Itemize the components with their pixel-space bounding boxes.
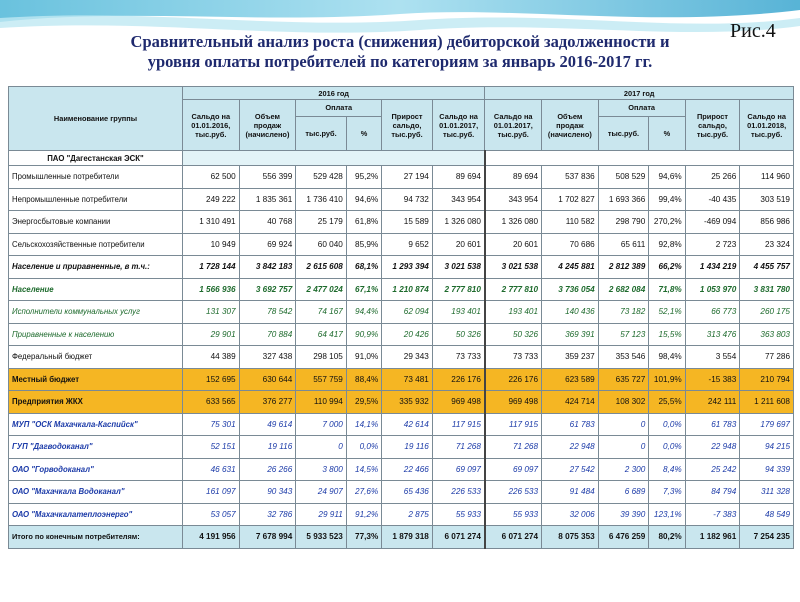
row-value: 556 399 xyxy=(239,166,296,189)
row-value: 110 994 xyxy=(296,391,347,414)
row-value: 1 566 936 xyxy=(182,278,239,301)
row-value: 49 614 xyxy=(239,413,296,436)
row-value: 359 237 xyxy=(542,346,599,369)
row-value: 298 790 xyxy=(598,211,649,234)
row-value: 64 417 xyxy=(296,323,347,346)
row-value: 8 075 353 xyxy=(542,526,599,549)
row-value: 0 xyxy=(598,413,649,436)
row-name: ОАО "Махачкалатеплоэнерго" xyxy=(9,503,183,526)
row-value: 0,0% xyxy=(649,436,685,459)
row-value: 27 194 xyxy=(382,166,433,189)
row-value: 94,4% xyxy=(346,301,381,324)
row-value: 14,1% xyxy=(346,413,381,436)
row-value: 65 436 xyxy=(382,481,433,504)
row-value: 73 733 xyxy=(485,346,542,369)
row-value: 1 053 970 xyxy=(685,278,740,301)
row-value: 635 727 xyxy=(598,368,649,391)
row-value: 1 182 961 xyxy=(685,526,740,549)
header-year-2017: 2017 год xyxy=(485,87,794,100)
row-value: 0,0% xyxy=(649,413,685,436)
row-value: 376 277 xyxy=(239,391,296,414)
row-value: 4 245 881 xyxy=(542,256,599,279)
row-value: 85,9% xyxy=(346,233,381,256)
table-row xyxy=(9,503,794,526)
row-value: 1 326 080 xyxy=(432,211,485,234)
row-value: 226 533 xyxy=(485,481,542,504)
row-value: 88,4% xyxy=(346,368,381,391)
row-value: 70 686 xyxy=(542,233,599,256)
table-row xyxy=(9,188,794,211)
header-sales-2017: Объем продаж (начислено) xyxy=(542,100,599,151)
row-value: 26 266 xyxy=(239,458,296,481)
row-value: 29 901 xyxy=(182,323,239,346)
row-value: 108 302 xyxy=(598,391,649,414)
table-row xyxy=(9,368,794,391)
row-value: 98,4% xyxy=(649,346,685,369)
row-value: 7,3% xyxy=(649,481,685,504)
row-value: 3 800 xyxy=(296,458,347,481)
table-row xyxy=(9,166,794,189)
table-row xyxy=(9,278,794,301)
row-value: 1 693 366 xyxy=(598,188,649,211)
row-value: 20 601 xyxy=(432,233,485,256)
row-value: 27,6% xyxy=(346,481,381,504)
table-row xyxy=(9,391,794,414)
row-value: 94 732 xyxy=(382,188,433,211)
row-value: 91 484 xyxy=(542,481,599,504)
row-value: 630 644 xyxy=(239,368,296,391)
org-row-fill-2017 xyxy=(485,151,794,166)
row-value: 8,4% xyxy=(649,458,685,481)
row-value: 2 477 024 xyxy=(296,278,347,301)
row-value: 91,0% xyxy=(346,346,381,369)
row-value: 1 210 874 xyxy=(382,278,433,301)
row-value: 969 498 xyxy=(432,391,485,414)
row-value: 335 932 xyxy=(382,391,433,414)
row-value: 48 549 xyxy=(740,503,794,526)
row-value: 3 831 780 xyxy=(740,278,794,301)
row-value: 7 000 xyxy=(296,413,347,436)
row-value: 90,9% xyxy=(346,323,381,346)
row-value: 25 242 xyxy=(685,458,740,481)
row-value: 71 268 xyxy=(485,436,542,459)
row-value: 179 697 xyxy=(740,413,794,436)
row-name: ОАО "Махачкала Водоканал" xyxy=(9,481,183,504)
slide-title xyxy=(60,32,740,72)
row-value: 327 438 xyxy=(239,346,296,369)
row-value: 50 326 xyxy=(485,323,542,346)
header-growth-2016: Прирост сальдо, тыс.руб. xyxy=(382,100,433,151)
row-name: Непромышленные потребители xyxy=(9,188,183,211)
row-value: 73 182 xyxy=(598,301,649,324)
row-value: 89 694 xyxy=(485,166,542,189)
row-value: 2 812 389 xyxy=(598,256,649,279)
header-sales-2016: Объем продаж (начислено) xyxy=(239,100,296,151)
row-value: 73 481 xyxy=(382,368,433,391)
header-pay-pct-2017: % xyxy=(649,116,685,150)
row-value: 66 773 xyxy=(685,301,740,324)
row-value: 53 057 xyxy=(182,503,239,526)
row-value: 4 455 757 xyxy=(740,256,794,279)
row-value: 2 777 810 xyxy=(432,278,485,301)
row-value: 101,9% xyxy=(649,368,685,391)
row-value: 210 794 xyxy=(740,368,794,391)
row-value: 6 476 259 xyxy=(598,526,649,549)
header-saldo-2017: Сальдо на 01.01.2017, тыс.руб. xyxy=(485,100,542,151)
receivables-table xyxy=(8,86,794,549)
row-value: 633 565 xyxy=(182,391,239,414)
header-pay-pct-2016: % xyxy=(346,116,381,150)
row-value: 61,8% xyxy=(346,211,381,234)
row-value: 353 546 xyxy=(598,346,649,369)
row-value: 1 293 394 xyxy=(382,256,433,279)
row-name: МУП "ОСК Махачкала-Каспийск" xyxy=(9,413,183,436)
row-value: 343 954 xyxy=(432,188,485,211)
row-value: 25,5% xyxy=(649,391,685,414)
row-value: 19 116 xyxy=(382,436,433,459)
row-name: Местный бюджет xyxy=(9,368,183,391)
row-value: 3 736 054 xyxy=(542,278,599,301)
row-value: 4 191 956 xyxy=(182,526,239,549)
row-value: 3 692 757 xyxy=(239,278,296,301)
row-name: Предприятия ЖКХ xyxy=(9,391,183,414)
header-pay-thous-2017: тыс.руб. xyxy=(598,116,649,150)
row-name: Федеральный бюджет xyxy=(9,346,183,369)
row-name: Население xyxy=(9,278,183,301)
row-value: 6 071 274 xyxy=(432,526,485,549)
table-row xyxy=(9,256,794,279)
row-value: -40 435 xyxy=(685,188,740,211)
row-value: 0 xyxy=(598,436,649,459)
row-value: 0 xyxy=(296,436,347,459)
row-value: 5 933 523 xyxy=(296,526,347,549)
row-value: 75 301 xyxy=(182,413,239,436)
row-name: ГУП "Дагводоканал" xyxy=(9,436,183,459)
row-value: 71,8% xyxy=(649,278,685,301)
org-row-fill-2016 xyxy=(182,151,484,166)
row-value: 9 652 xyxy=(382,233,433,256)
row-value: 22 948 xyxy=(685,436,740,459)
row-value: 1 835 361 xyxy=(239,188,296,211)
row-value: 23 324 xyxy=(740,233,794,256)
row-value: 89 694 xyxy=(432,166,485,189)
header-payment-2017: Оплата xyxy=(598,100,685,117)
row-value: 537 836 xyxy=(542,166,599,189)
row-value: 6 689 xyxy=(598,481,649,504)
row-value: 1 728 144 xyxy=(182,256,239,279)
row-value: 22 466 xyxy=(382,458,433,481)
total-row xyxy=(9,526,794,549)
row-value: 52 151 xyxy=(182,436,239,459)
row-value: 313 476 xyxy=(685,323,740,346)
row-value: 55 933 xyxy=(485,503,542,526)
header-group-name: Наименование группы xyxy=(9,87,183,151)
row-value: 55 933 xyxy=(432,503,485,526)
row-value: -7 383 xyxy=(685,503,740,526)
row-value: 623 589 xyxy=(542,368,599,391)
row-value: 2 615 608 xyxy=(296,256,347,279)
row-value: 1 879 318 xyxy=(382,526,433,549)
header-growth-2017: Прирост сальдо, тыс.руб. xyxy=(685,100,740,151)
row-value: 91,2% xyxy=(346,503,381,526)
row-value: 52,1% xyxy=(649,301,685,324)
row-value: 2 723 xyxy=(685,233,740,256)
row-value: 66,2% xyxy=(649,256,685,279)
row-value: 7 254 235 xyxy=(740,526,794,549)
row-value: 1 736 410 xyxy=(296,188,347,211)
row-value: 117 915 xyxy=(485,413,542,436)
row-value: 29,5% xyxy=(346,391,381,414)
row-value: 226 176 xyxy=(432,368,485,391)
title-line-2: уровня оплаты потребителей по категориям за январь 2016-2017 гг. xyxy=(147,52,653,71)
row-value: 270,2% xyxy=(649,211,685,234)
row-value: 2 777 810 xyxy=(485,278,542,301)
row-value: 99,4% xyxy=(649,188,685,211)
row-value: 3 842 183 xyxy=(239,256,296,279)
row-value: 69 097 xyxy=(432,458,485,481)
row-value: 62 500 xyxy=(182,166,239,189)
row-value: 14,5% xyxy=(346,458,381,481)
row-name: Итого по конечным потребителям: xyxy=(9,526,183,549)
table-row xyxy=(9,458,794,481)
row-name: Исполнители коммунальных услуг xyxy=(9,301,183,324)
header-year-2016: 2016 год xyxy=(182,87,484,100)
row-value: 123,1% xyxy=(649,503,685,526)
row-value: 90 343 xyxy=(239,481,296,504)
row-value: 65 611 xyxy=(598,233,649,256)
row-value: 260 175 xyxy=(740,301,794,324)
row-value: 32 006 xyxy=(542,503,599,526)
row-value: 57 123 xyxy=(598,323,649,346)
row-name: Сельскохозяйственные потребители xyxy=(9,233,183,256)
row-value: 7 678 994 xyxy=(239,526,296,549)
row-value: 508 529 xyxy=(598,166,649,189)
row-value: 969 498 xyxy=(485,391,542,414)
row-value: 1 310 491 xyxy=(182,211,239,234)
row-value: 29 343 xyxy=(382,346,433,369)
table-row xyxy=(9,436,794,459)
row-value: 369 391 xyxy=(542,323,599,346)
row-value: 40 768 xyxy=(239,211,296,234)
row-value: 61 783 xyxy=(542,413,599,436)
row-value: 226 176 xyxy=(485,368,542,391)
header-payment-2016: Оплата xyxy=(296,100,382,117)
row-value: 529 428 xyxy=(296,166,347,189)
row-value: 131 307 xyxy=(182,301,239,324)
row-name: Население и приравненные, в т.ч.: xyxy=(9,256,183,279)
header-saldo-end-2017: Сальдо на 01.01.2018, тыс.руб. xyxy=(740,100,794,151)
table-row xyxy=(9,301,794,324)
table-row xyxy=(9,481,794,504)
row-value: 557 759 xyxy=(296,368,347,391)
row-value: 71 268 xyxy=(432,436,485,459)
header-saldo-2016: Сальдо на 01.01.2016, тыс.руб. xyxy=(182,100,239,151)
row-value: 77,3% xyxy=(346,526,381,549)
row-value: 193 401 xyxy=(432,301,485,324)
row-value: 70 884 xyxy=(239,323,296,346)
row-value: 114 960 xyxy=(740,166,794,189)
row-value: 20 601 xyxy=(485,233,542,256)
row-value: -469 094 xyxy=(685,211,740,234)
row-value: 69 097 xyxy=(485,458,542,481)
row-value: 94,6% xyxy=(346,188,381,211)
row-value: 2 300 xyxy=(598,458,649,481)
row-value: 856 986 xyxy=(740,211,794,234)
row-value: 140 436 xyxy=(542,301,599,324)
row-value: 193 401 xyxy=(485,301,542,324)
row-value: 1 702 827 xyxy=(542,188,599,211)
row-value: 42 614 xyxy=(382,413,433,436)
row-value: 226 533 xyxy=(432,481,485,504)
table-row xyxy=(9,233,794,256)
row-value: 6 071 274 xyxy=(485,526,542,549)
row-value: 61 783 xyxy=(685,413,740,436)
row-value: 94,6% xyxy=(649,166,685,189)
row-value: 298 105 xyxy=(296,346,347,369)
row-value: 60 040 xyxy=(296,233,347,256)
row-value: 25 266 xyxy=(685,166,740,189)
row-value: 303 519 xyxy=(740,188,794,211)
row-value: 1 434 219 xyxy=(685,256,740,279)
row-value: 3 554 xyxy=(685,346,740,369)
row-value: 44 389 xyxy=(182,346,239,369)
row-value: 242 111 xyxy=(685,391,740,414)
row-value: 20 426 xyxy=(382,323,433,346)
row-value: 78 542 xyxy=(239,301,296,324)
row-name: Приравненные к населению xyxy=(9,323,183,346)
row-value: 27 542 xyxy=(542,458,599,481)
row-value: 29 911 xyxy=(296,503,347,526)
header-saldo-end-2016: Сальдо на 01.01.2017, тыс.руб. xyxy=(432,100,485,151)
row-value: 3 021 538 xyxy=(432,256,485,279)
table-row xyxy=(9,413,794,436)
row-value: 363 803 xyxy=(740,323,794,346)
table-row xyxy=(9,211,794,234)
org-name: ПАО "Дагестанская ЭСК" xyxy=(9,151,183,166)
row-value: 161 097 xyxy=(182,481,239,504)
row-value: 68,1% xyxy=(346,256,381,279)
row-value: 424 714 xyxy=(542,391,599,414)
row-value: 67,1% xyxy=(346,278,381,301)
row-value: 95,2% xyxy=(346,166,381,189)
row-value: 15 589 xyxy=(382,211,433,234)
row-name: Промышленные потребители xyxy=(9,166,183,189)
row-value: 77 286 xyxy=(740,346,794,369)
row-value: 117 915 xyxy=(432,413,485,436)
title-line-1: Сравнительный анализ роста (снижения) дебиторской задолженности и xyxy=(130,32,670,51)
row-value: 94 215 xyxy=(740,436,794,459)
row-value: -15 383 xyxy=(685,368,740,391)
row-value: 73 733 xyxy=(432,346,485,369)
row-value: 343 954 xyxy=(485,188,542,211)
row-value: 152 695 xyxy=(182,368,239,391)
row-value: 15,5% xyxy=(649,323,685,346)
row-value: 311 328 xyxy=(740,481,794,504)
row-value: 94 339 xyxy=(740,458,794,481)
row-value: 80,2% xyxy=(649,526,685,549)
row-value: 249 222 xyxy=(182,188,239,211)
table-row xyxy=(9,323,794,346)
row-value: 69 924 xyxy=(239,233,296,256)
row-value: 22 948 xyxy=(542,436,599,459)
row-value: 19 116 xyxy=(239,436,296,459)
figure-label: Рис.4 xyxy=(730,20,776,42)
row-value: 25 179 xyxy=(296,211,347,234)
row-value: 1 326 080 xyxy=(485,211,542,234)
row-value: 32 786 xyxy=(239,503,296,526)
header-pay-thous-2016: тыс.руб. xyxy=(296,116,347,150)
row-value: 50 326 xyxy=(432,323,485,346)
row-value: 62 094 xyxy=(382,301,433,324)
row-value: 1 211 608 xyxy=(740,391,794,414)
row-value: 3 021 538 xyxy=(485,256,542,279)
row-value: 10 949 xyxy=(182,233,239,256)
row-value: 84 794 xyxy=(685,481,740,504)
row-value: 2 875 xyxy=(382,503,433,526)
row-value: 46 631 xyxy=(182,458,239,481)
table-row xyxy=(9,346,794,369)
row-value: 110 582 xyxy=(542,211,599,234)
row-value: 74 167 xyxy=(296,301,347,324)
row-name: ОАО "Горводоканал" xyxy=(9,458,183,481)
row-value: 2 682 084 xyxy=(598,278,649,301)
row-value: 24 907 xyxy=(296,481,347,504)
row-value: 0,0% xyxy=(346,436,381,459)
row-value: 39 390 xyxy=(598,503,649,526)
row-name: Энергосбытовые компании xyxy=(9,211,183,234)
row-value: 92,8% xyxy=(649,233,685,256)
